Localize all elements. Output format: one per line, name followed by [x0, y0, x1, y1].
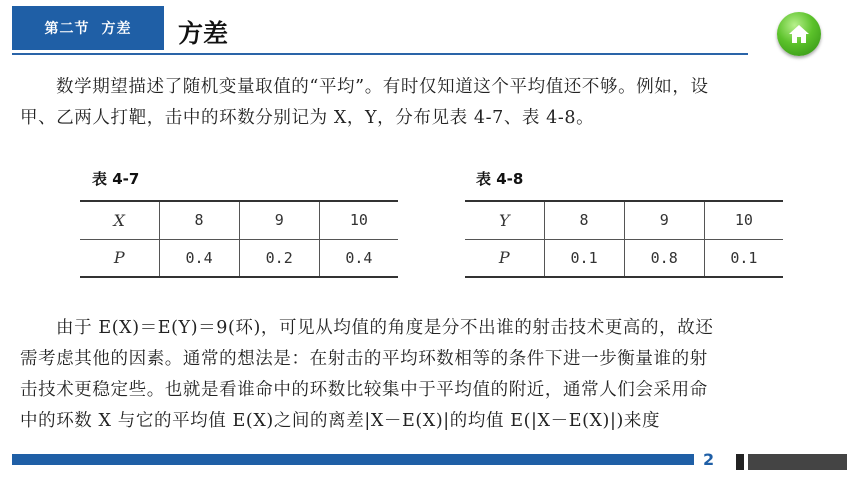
table-cell: 10: [704, 201, 783, 239]
table-row: [80, 239, 398, 277]
section-name: 方差: [101, 21, 132, 37]
table-4-7: [80, 200, 398, 278]
table-4-8-caption: 表 4-8: [476, 170, 524, 188]
table-cell: 8: [544, 201, 624, 239]
table-4-7-caption: 表 4-7: [92, 170, 140, 188]
section-tab: [12, 6, 164, 50]
table-row: [465, 201, 783, 239]
explanation-line-1: 由于 E(X)＝E(Y)＝9(环)，可见从均值的角度是分不出谁的射击技术更高的，故还: [56, 318, 714, 338]
header-divider: [12, 53, 748, 55]
table-cell: 0.8: [624, 239, 704, 277]
explanation-line-4: 中的环数 X 与它的平均值 E(X)之间的离差|X－E(X)|的均值 E(|X－E(X)|)来度: [20, 411, 661, 431]
footer-marker: [736, 454, 744, 470]
table-cell: 0.4: [159, 239, 239, 277]
table-4-8: [465, 200, 783, 278]
table-cell: Y: [465, 201, 544, 239]
section-label: 第二节: [44, 21, 90, 37]
page-number: 2: [703, 450, 715, 469]
footer-bar: [12, 454, 694, 465]
table-cell: 0.1: [730, 248, 758, 267]
table-cell: 9: [239, 201, 319, 239]
table-cell: 9: [624, 201, 704, 239]
table-cell: 10: [319, 201, 398, 239]
table-cell: 0.1: [544, 239, 624, 277]
table-cell: P: [465, 239, 544, 277]
table-cell: 0.4: [345, 248, 373, 267]
table-cell: X: [80, 201, 159, 239]
intro-line-1: 数学期望描述了随机变量取值的“平均”。有时仅知道这个平均值还不够。例如，设: [56, 77, 709, 97]
page-title: 方差: [178, 19, 229, 48]
intro-line-2: 甲、乙两人打靶，击中的环数分别记为 X，Y，分布见表 4-7、表 4-8。: [20, 108, 595, 128]
table-cell: P: [80, 239, 159, 277]
explanation-line-3: 击技术更稳定些。也就是看谁命中的环数比较集中于平均值的附近，通常人们会采用命: [20, 380, 708, 400]
explanation-line-2: 需考虑其他的因素。通常的想法是：在射击的平均环数相等的条件下进一步衡量谁的射: [20, 349, 708, 369]
table-row: [465, 239, 783, 277]
table-row: [80, 201, 398, 239]
table-cell: 0.2: [239, 239, 319, 277]
intro-paragraph: [20, 72, 844, 134]
footer-block: [748, 454, 847, 470]
explanation-paragraph: [20, 313, 844, 437]
home-icon: [788, 24, 810, 44]
table-cell: 8: [159, 201, 239, 239]
home-button[interactable]: [777, 12, 821, 56]
